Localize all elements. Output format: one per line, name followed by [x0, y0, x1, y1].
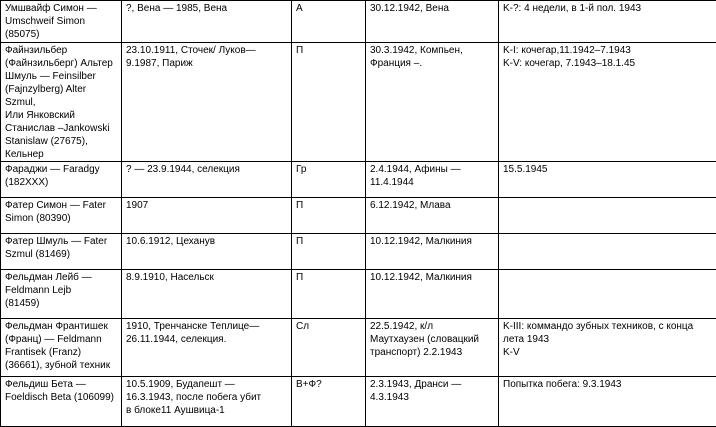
arrival-cell: 2.3.1943, Дранси — 4.3.1943 — [366, 377, 499, 427]
name-cell: Фельдиш Бета — Foeldisch Beta (106099) — [1, 377, 122, 427]
work-cell: Попытка побега: 9.3.1943 — [499, 377, 716, 427]
arrival-cell: 30.12.1942, Вена — [366, 1, 499, 43]
arrival-cell: 22.5.1942, к/л Маутхаузен (словацкий транспорт) 2.2.1943 — [366, 319, 499, 377]
work-cell: K-?: 4 недели, в 1-й пол. 1943 — [499, 1, 716, 43]
name-cell: Файнзильбер (Файнзильберг) Альтер Шмуль — Feinsilber (Fajnzylberg) Alter Szmul, Или Янковский Станислав –Jankowski Stanislaw (27675), Кельнер — [1, 43, 122, 162]
name-cell: Фараджи — Faradgy (182XXX) — [1, 162, 122, 198]
arrival-cell: 10.12.1942, Малкиния — [366, 270, 499, 319]
category-cell: П — [292, 198, 366, 234]
work-cell: K-III: коммандо зубных техников, с конца лета 1943 K-V — [499, 319, 716, 377]
table-row — [1, 162, 716, 198]
arrival-cell: 10.12.1942, Малкиния — [366, 234, 499, 270]
category-cell: Сл — [292, 319, 366, 377]
dates-cell: 1910, Тренчанске Теплице— 26.11.1944, селекция. — [122, 319, 292, 377]
arrival-cell: 30.3.1942, Компьен, Франция –. — [366, 43, 499, 162]
arrival-cell: 2.4.1944, Афины — 11.4.1944 — [366, 162, 499, 198]
dates-cell: ? — 23.9.1944, селекция — [122, 162, 292, 198]
work-cell — [499, 198, 716, 234]
category-cell: П — [292, 234, 366, 270]
category-cell: Гр — [292, 162, 366, 198]
dates-cell: ?, Вена — 1985, Вена — [122, 1, 292, 43]
dates-cell: 23.10.1911, Сточек/ Луков— 9.1987, Париж — [122, 43, 292, 162]
dates-cell: 10.5.1909, Будапешт — 16.3.1943, после побега убит в блоке11 Аушвица-1 — [122, 377, 292, 427]
name-cell: Умшвайф Симон — Umschweif Simon (85075) — [1, 1, 122, 43]
work-cell — [499, 270, 716, 319]
name-cell: Фатер Симон — Fater Simon (80390) — [1, 198, 122, 234]
table-row — [1, 234, 716, 270]
category-cell: А — [292, 1, 366, 43]
table-row — [1, 198, 716, 234]
table-row — [1, 377, 716, 427]
table-row — [1, 319, 716, 377]
name-cell: Фельдман Лейб — Feldmann Lejb (81459) — [1, 270, 122, 319]
category-cell: П — [292, 43, 366, 162]
work-cell — [499, 234, 716, 270]
dates-cell: 10.6.1912, Цеханув — [122, 234, 292, 270]
table-row — [1, 270, 716, 319]
table-row — [1, 1, 716, 43]
work-cell: K-I: кочегар,11.1942–7.1943 K-V: кочегар, 7.1943–18.1.45 — [499, 43, 716, 162]
dates-cell: 8.9.1910, Насельск — [122, 270, 292, 319]
work-cell: 15.5.1945 — [499, 162, 716, 198]
category-cell: В+Ф? — [292, 377, 366, 427]
category-cell: П — [292, 270, 366, 319]
dates-cell: 1907 — [122, 198, 292, 234]
name-cell: Фельдман Франтишек (Франц) — Feldmann Frantisek (Franz) (36661), зубной техник — [1, 319, 122, 377]
name-cell: Фатер Шмуль — Fater Szmul (81469) — [1, 234, 122, 270]
table-row — [1, 43, 716, 162]
arrival-cell: 6.12.1942, Млава — [366, 198, 499, 234]
